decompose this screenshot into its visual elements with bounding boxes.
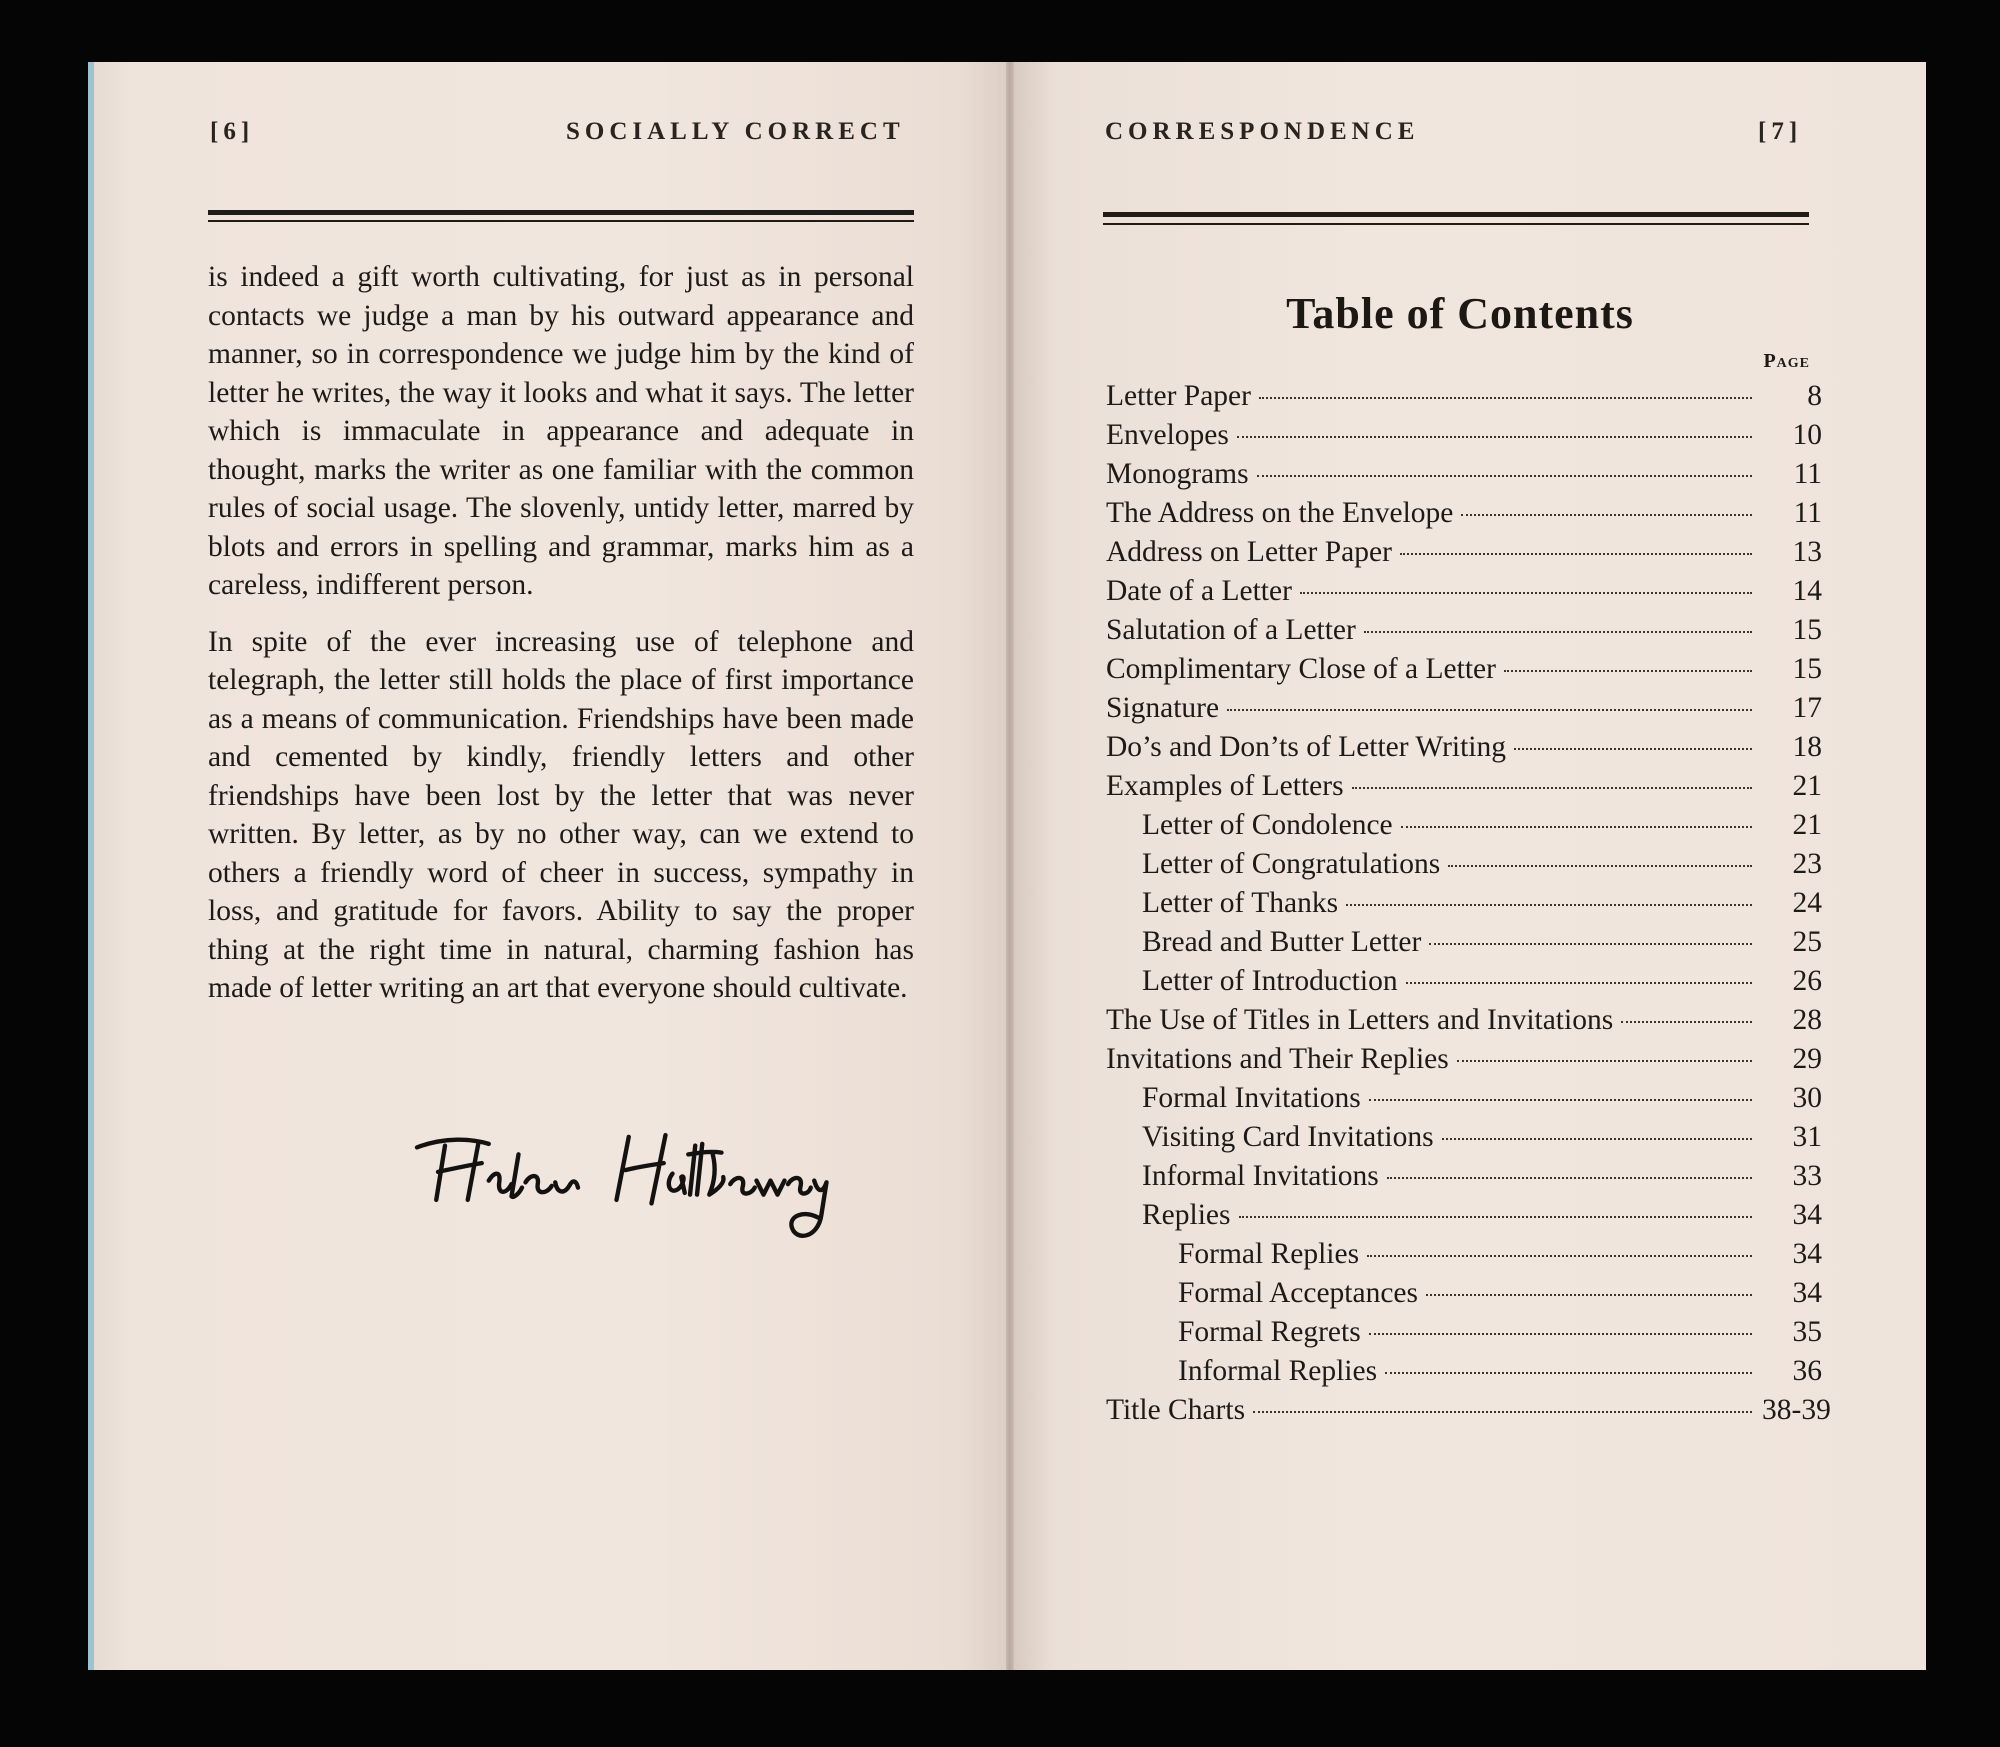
toc-entry [1106, 1316, 1822, 1355]
toc-entry-label: Letter of Condolence [1142, 809, 1393, 841]
toc-entry-label: Formal Acceptances [1178, 1277, 1419, 1309]
right-header-rule-thin [1103, 223, 1809, 225]
toc-dot-leader [1259, 397, 1752, 399]
toc-dot-leader [1514, 748, 1752, 750]
toc-entry [1106, 1043, 1822, 1082]
toc-entry-page: 33 [1792, 1160, 1822, 1192]
toc-entry [1106, 1004, 1822, 1043]
left-header-rule-thick [208, 210, 914, 215]
toc-dot-leader [1429, 943, 1752, 945]
toc-entry-page: 10 [1792, 419, 1822, 451]
toc-entry [1106, 926, 1822, 965]
toc-entry [1106, 497, 1822, 536]
toc-entry-page: 34 [1792, 1238, 1822, 1270]
toc-dot-leader [1346, 904, 1752, 906]
toc-entry [1106, 1355, 1822, 1394]
toc-entry-label: Visiting Card Invitations [1142, 1121, 1434, 1153]
toc-dot-leader [1401, 826, 1752, 828]
toc-list [1106, 380, 1831, 1433]
toc-entry [1106, 1199, 1822, 1238]
toc-entry [1106, 1121, 1822, 1160]
toc-entry-page: 36 [1792, 1355, 1822, 1387]
toc-entry [1106, 419, 1822, 458]
toc-entry-page: 13 [1792, 536, 1822, 568]
toc-entry [1106, 887, 1822, 926]
toc-entry-page: 11 [1793, 458, 1822, 490]
toc-entry-label: Examples of Letters [1106, 770, 1344, 802]
toc-entry-page: 23 [1792, 848, 1822, 880]
toc-dot-leader [1385, 1372, 1752, 1374]
toc-entry-page: 38-39 [1762, 1394, 1831, 1426]
toc-dot-leader [1457, 1060, 1752, 1062]
toc-entry [1106, 1160, 1822, 1199]
left-page-number: [6] [210, 118, 255, 145]
toc-entry-label: Formal Invitations [1142, 1082, 1361, 1114]
toc-entry-label: Bread and Butter Letter [1142, 926, 1422, 958]
toc-entry [1106, 809, 1822, 848]
toc-entry-page: 21 [1792, 770, 1822, 802]
right-header-rule-thick [1103, 212, 1809, 217]
signature-image [410, 1110, 830, 1260]
toc-entry-label: Informal Invitations [1142, 1160, 1379, 1192]
toc-entry-label: Formal Regrets [1178, 1316, 1361, 1348]
toc-entry-page: 17 [1792, 692, 1822, 724]
right-running-head: CORRESPONDENCE [1105, 118, 1420, 145]
toc-entry [1106, 731, 1822, 770]
toc-entry-page: 15 [1792, 653, 1822, 685]
toc-entry-label: Signature [1106, 692, 1220, 724]
toc-entry [1106, 614, 1822, 653]
toc-dot-leader [1237, 436, 1752, 438]
left-running-head: SOCIALLY CORRECT [566, 118, 905, 145]
toc-entry [1106, 770, 1822, 809]
toc-dot-leader [1461, 514, 1752, 516]
toc-dot-leader [1364, 631, 1752, 633]
toc-entry-label: Complimentary Close of a Letter [1106, 653, 1496, 685]
toc-entry [1106, 536, 1822, 575]
left-header-rule-thin [208, 220, 914, 222]
toc-dot-leader [1253, 1411, 1752, 1413]
toc-entry-label: Envelopes [1106, 419, 1229, 451]
toc-entry-label: Formal Replies [1178, 1238, 1360, 1270]
toc-entry-label: Do’s and Don’ts of Letter Writing [1106, 731, 1507, 763]
body-paragraph-2: In spite of the ever increasing use of telephone and telegraph, the letter still holds the place of first importance as a means of communication. Friendships have been made and cemented by kindly, friendly letters and other friendships have been lost by the letter that was never written. By letter, as by no other way, can we extend to others a friendly word of cheer in success, sympathy in loss, and gratitude for favors. Ability to say the proper thing at the right time in natural, charming fashion has made of letter writing an art that everyone should cultivate. [208, 625, 914, 1004]
toc-entry-label: The Use of Titles in Letters and Invitations [1106, 1004, 1614, 1036]
toc-dot-leader [1369, 1099, 1752, 1101]
toc-entry-page: 34 [1792, 1277, 1822, 1309]
toc-entry-page: 24 [1792, 887, 1822, 919]
toc-entry-page: 11 [1793, 497, 1822, 529]
toc-entry [1106, 965, 1822, 1004]
toc-dot-leader [1442, 1138, 1752, 1140]
toc-entry-page: 25 [1792, 926, 1822, 958]
toc-entry-page: 30 [1792, 1082, 1822, 1114]
toc-dot-leader [1257, 475, 1752, 477]
toc-dot-leader [1367, 1255, 1752, 1257]
toc-entry-label: Title Charts [1106, 1394, 1246, 1426]
toc-entry [1106, 653, 1822, 692]
toc-dot-leader [1352, 787, 1752, 789]
toc-dot-leader [1504, 670, 1752, 672]
toc-dot-leader [1227, 709, 1752, 711]
toc-entry [1106, 1238, 1822, 1277]
toc-entry-page: 15 [1792, 614, 1822, 646]
toc-entry-page: 14 [1792, 575, 1822, 607]
toc-entry [1106, 1394, 1831, 1433]
toc-entry [1106, 458, 1822, 497]
toc-entry-page: 21 [1792, 809, 1822, 841]
toc-dot-leader [1369, 1333, 1752, 1335]
toc-entry-page: 34 [1792, 1199, 1822, 1231]
right-page-number: [7] [1758, 118, 1803, 145]
toc-entry-page: 31 [1792, 1121, 1822, 1153]
toc-entry [1106, 692, 1822, 731]
toc-title: Table of Contents [1286, 289, 1634, 338]
toc-entry [1106, 1277, 1822, 1316]
toc-page-column-label: Page [1763, 350, 1810, 372]
toc-entry-label: Letter of Congratulations [1142, 848, 1441, 880]
toc-entry-page: 8 [1807, 380, 1822, 412]
toc-entry [1106, 380, 1822, 419]
toc-entry-page: 29 [1792, 1043, 1822, 1075]
toc-entry-label: Salutation of a Letter [1106, 614, 1356, 646]
toc-entry-label: Letter of Thanks [1142, 887, 1339, 919]
toc-entry [1106, 1082, 1822, 1121]
toc-entry-page: 28 [1792, 1004, 1822, 1036]
toc-entry-label: The Address on the Envelope [1106, 497, 1454, 529]
toc-entry-label: Letter Paper [1106, 380, 1251, 412]
toc-entry-label: Invitations and Their Replies [1106, 1043, 1449, 1075]
toc-dot-leader [1400, 553, 1752, 555]
toc-entry-label: Date of a Letter [1106, 575, 1292, 607]
toc-dot-leader [1387, 1177, 1752, 1179]
toc-entry [1106, 848, 1822, 887]
toc-dot-leader [1621, 1021, 1752, 1023]
toc-entry-label: Letter of Introduction [1142, 965, 1398, 997]
toc-dot-leader [1239, 1216, 1753, 1218]
toc-entry-label: Informal Replies [1178, 1355, 1378, 1387]
toc-entry-label: Address on Letter Paper [1106, 536, 1392, 568]
left-body-text [208, 258, 914, 1026]
toc-dot-leader [1448, 865, 1752, 867]
toc-dot-leader [1300, 592, 1752, 594]
toc-entry-label: Monograms [1106, 458, 1249, 490]
toc-entry [1106, 575, 1822, 614]
toc-entry-page: 18 [1792, 731, 1822, 763]
body-paragraph-1: is indeed a gift worth cultivating, for just as in personal contacts we judge a man by his outward appearance and manner, so in correspondence we judge him by the kind of letter he writes, the way it looks and what it says. The letter which is immaculate in appearance and adequate in thought, marks the writer as one familiar with the common rules of social usage. The slovenly, untidy letter, marred by blots and errors in spelling and grammar, marks him as a careless, indifferent person. [208, 261, 914, 601]
toc-entry-page: 26 [1792, 965, 1822, 997]
toc-dot-leader [1406, 982, 1752, 984]
toc-entry-label: Replies [1142, 1199, 1231, 1231]
toc-dot-leader [1426, 1294, 1752, 1296]
toc-entry-page: 35 [1792, 1316, 1822, 1348]
book-gutter [1006, 62, 1014, 1670]
